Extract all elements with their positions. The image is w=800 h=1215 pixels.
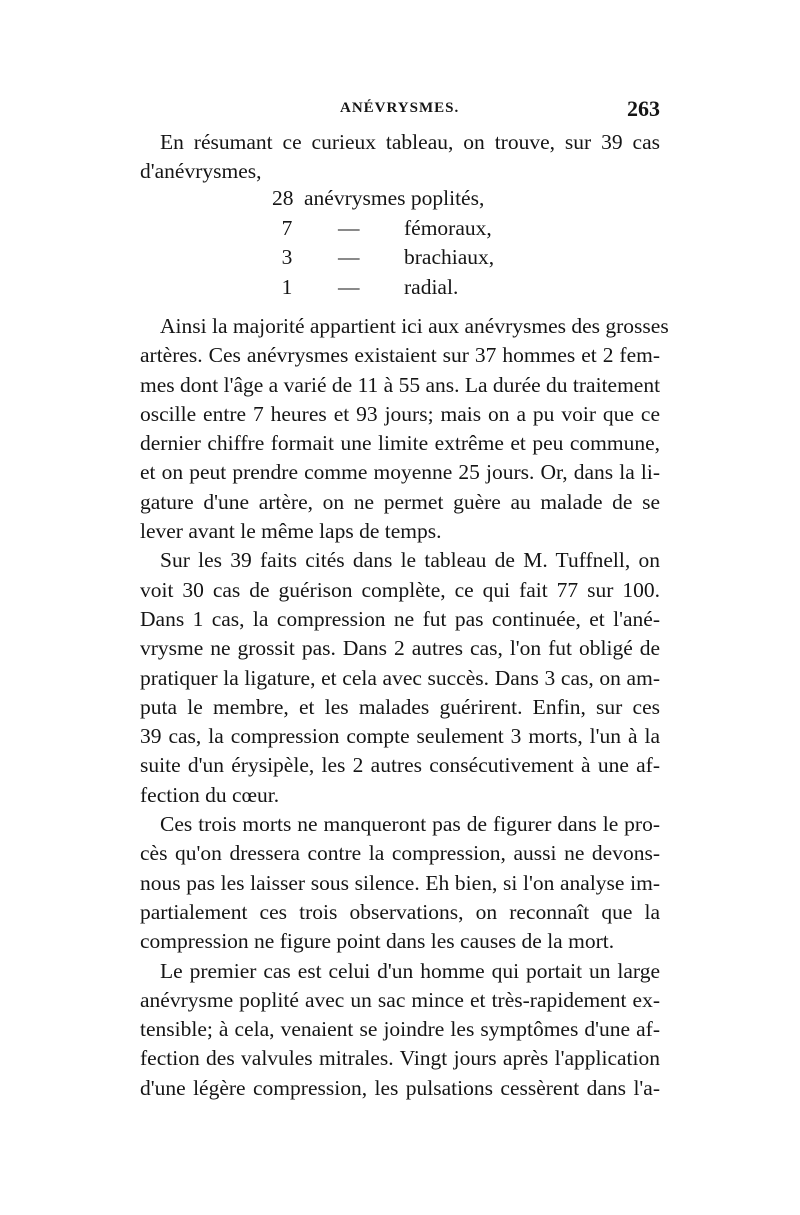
text-line: d'une légère compression, les pulsations cessèrent dans l'a- [140, 1075, 660, 1100]
text-line: cès qu'on dressera contre la compression, aussi ne devons- [140, 841, 660, 866]
list-count: 28 [272, 186, 294, 210]
text-line: compression ne figure point dans les causes de la mort. [140, 929, 615, 954]
text-line: Sur les 39 faits cités dans le tableau de M. Tuffnell, on [160, 548, 660, 573]
page-number: 263 [627, 96, 660, 121]
intro-paragraph [140, 128, 660, 187]
list-dash: — [338, 215, 360, 240]
list-term: fémoraux, [404, 215, 492, 240]
text-line: et on peut prendre comme moyenne 25 jours. Or, dans la li- [140, 460, 660, 485]
text-line: fection du cœur. [140, 782, 280, 807]
text-line: Ces trois morts ne manqueront pas de figurer dans le pro- [160, 812, 660, 837]
text-line: puta le membre, et les malades guérirent. Enfin, sur ces [140, 694, 660, 719]
text-line: pratiquer la ligature, et cela avec succès. Dans 3 cas, on am- [140, 665, 660, 690]
text-line: tensible; à cela, venaient se joindre les symptômes d'une af- [140, 1017, 660, 1042]
text-line: partialement ces trois observations, on reconnaît que la [140, 899, 660, 924]
text-line: mes dont l'âge a varié de 11 à 55 ans. La durée du traitement [140, 372, 661, 397]
list-dash: — [338, 245, 360, 269]
text-line: oscille entre 7 heures et 93 jours; mais on a pu voir que ce [140, 401, 660, 426]
page-header [140, 96, 660, 126]
text-line: voit 30 cas de guérison complète, ce qui fait 77 sur 100. [140, 577, 660, 602]
running-title: ANÉVRYSMES. [340, 100, 460, 116]
text-line: d'anévrysmes, [140, 159, 262, 184]
text-line: anévrysme poplité avec un sac mince et très-rapidement ex- [140, 987, 660, 1012]
text-line: suite d'un érysipèle, les 2 autres consécutivement à une af- [140, 753, 660, 778]
list-term: brachiaux, [404, 245, 495, 269]
list-term: radial. [404, 274, 459, 299]
list-dash: — [338, 274, 360, 299]
text-line: Le premier cas est celui d'un homme qui portait un large [160, 958, 660, 983]
text-line: nous pas les laisser sous silence. Eh bien, si l'on analyse im- [140, 870, 660, 895]
body-text [140, 312, 669, 1103]
list-count: 7 [281, 215, 293, 240]
text-line: fection des valvules mitrales. Vingt jours après l'application [140, 1046, 660, 1071]
text-line: 39 cas, la compression compte seulement 3 morts, l'un à la [140, 724, 660, 749]
text-line: En résumant ce curieux tableau, on trouve, sur 39 cas [160, 130, 660, 154]
list-term: anévrysmes poplités, [304, 186, 485, 210]
text-line: dernier chiffre formait une limite extrême et peu commune, [140, 431, 660, 456]
text-line: artères. Ces anévrysmes existaient sur 37 hommes et 2 fem- [140, 343, 660, 368]
text-line: gature d'une artère, on ne permet guère au malade de se [140, 489, 660, 514]
text-line: lever avant le même laps de temps. [140, 519, 442, 544]
list-count: 1 [281, 274, 293, 299]
text-line: Ainsi la majorité appartient ici aux anévrysmes des grosses [160, 314, 669, 338]
text-line: vrysme ne grossit pas. Dans 2 autres cas, l'on fut obligé de [140, 636, 660, 661]
text-line: Dans 1 cas, la compression ne fut pas continuée, et l'ané- [140, 606, 660, 631]
list-count: 3 [281, 245, 293, 269]
